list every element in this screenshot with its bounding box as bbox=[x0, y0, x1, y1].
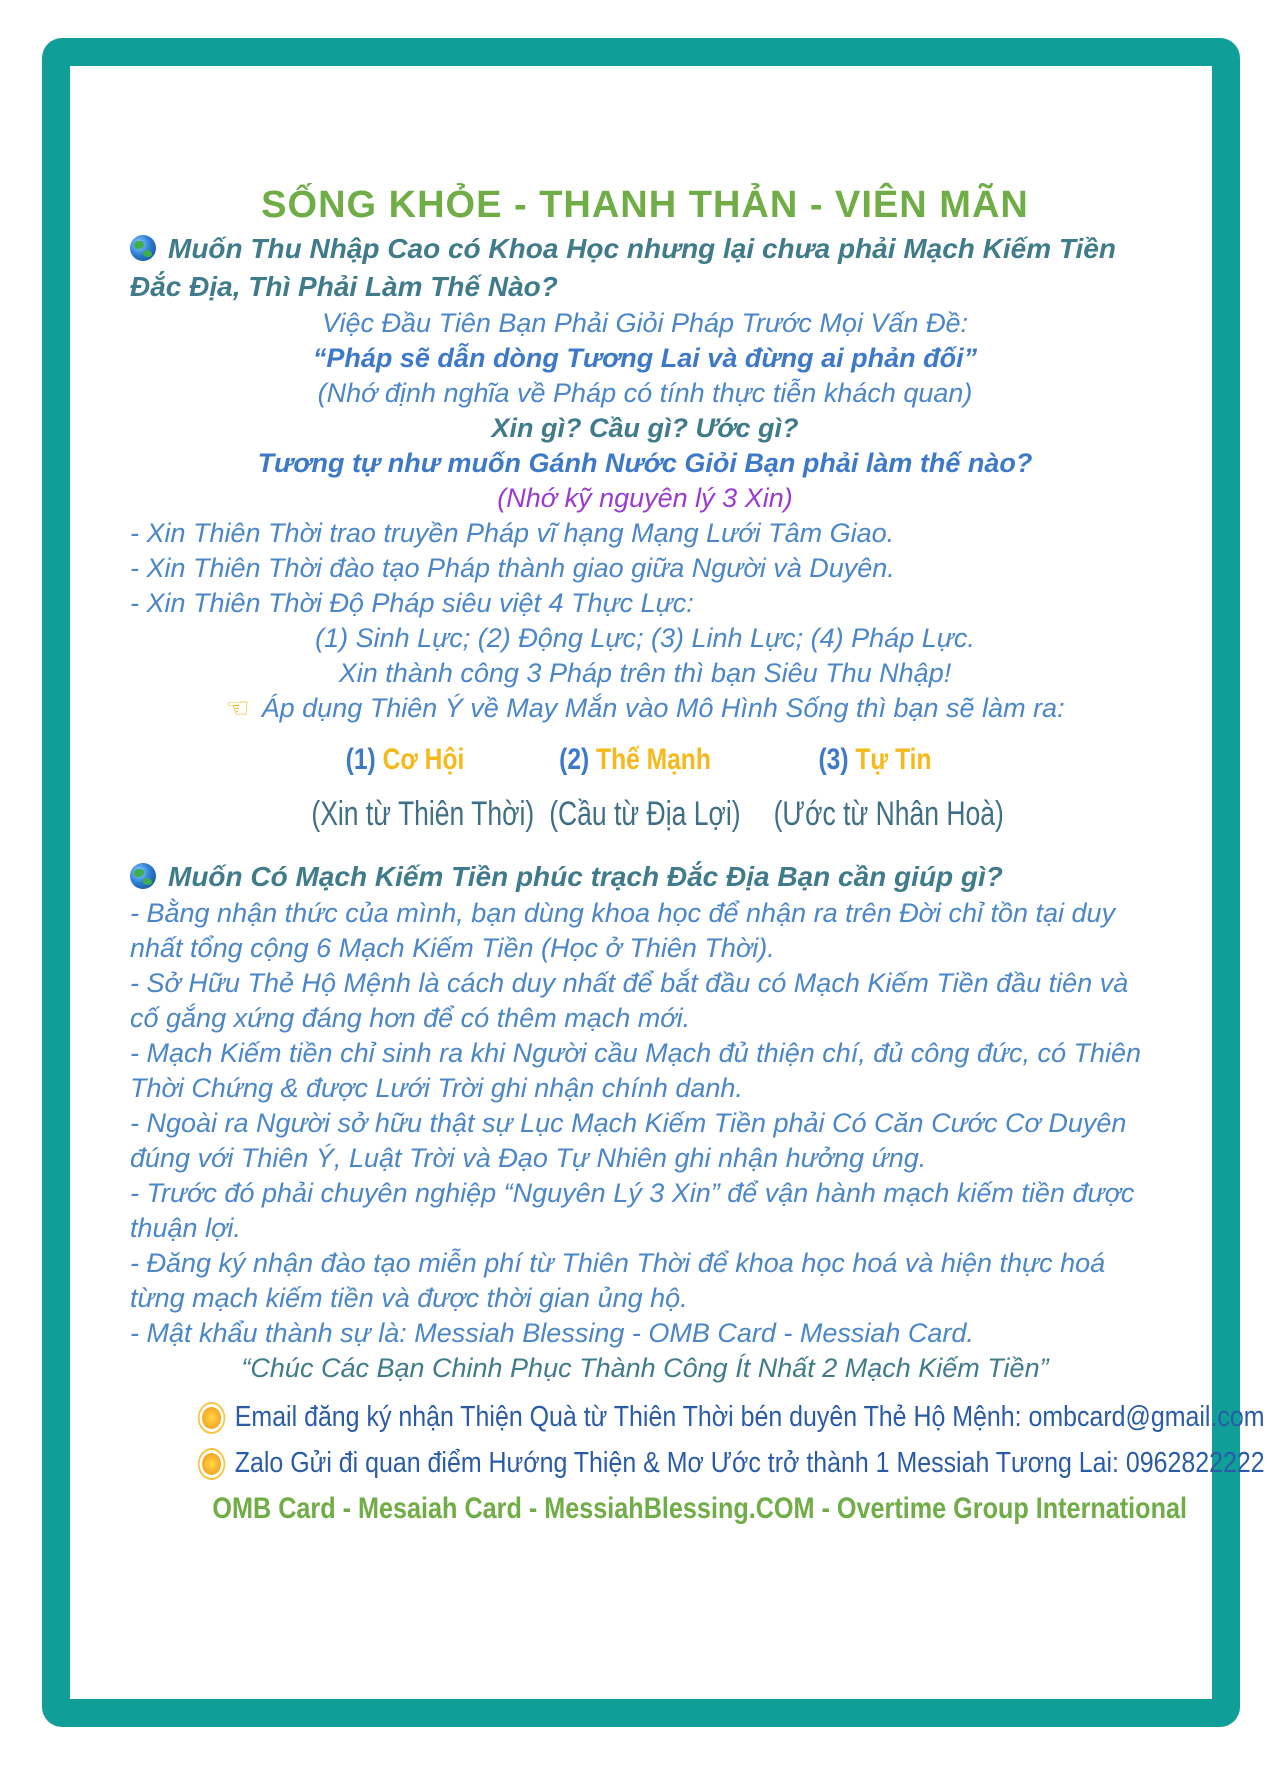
sun-icon bbox=[202, 1407, 221, 1429]
trio-num: (2) bbox=[559, 743, 590, 776]
section1-question-text: Muốn Thu Nhập Cao có Khoa Học nhưng lại chưa phải Mạch Kiếm Tiền Đắc Địa, Thì Phải Làm Thế Nào? bbox=[130, 233, 1116, 302]
footer: OMB Card - Mesaiah Card - MessiahBlessing.COM - Overtime Group International bbox=[212, 1492, 1187, 1525]
section2-item: - Đăng ký nhận đào tạo miễn phí từ Thiên Thời để khoa học hoá và hiện thực hoá từng mạch kiếm tiền và được thời gian ủng hộ. bbox=[130, 1248, 1106, 1313]
section1-apply-text: Áp dụng Thiên Ý về May Mắn vào Mô Hình Sống thì bạn sẽ làm ra: bbox=[261, 693, 1065, 723]
section2-item: - Mạch Kiếm tiền chỉ sinh ra khi Người cầu Mạch đủ thiện chí, đủ công đức, có Thiên Thời Chứng & được Lưới Trời ghi nhận chính danh. bbox=[130, 1038, 1142, 1103]
sun-icon bbox=[202, 1453, 221, 1475]
section2-item: - Bằng nhận thức của mình, bạn dùng khoa học để nhận ra trên Đời chỉ tồn tại duy nhất tổng cộng 6 Mạch Kiếm Tiền (Học ở Thiên Thời). bbox=[130, 898, 1116, 963]
trio-word: Thế Mạnh bbox=[596, 743, 711, 776]
trio-source: (Ước từ Nhân Hoà) bbox=[773, 795, 1004, 833]
page-body bbox=[70, 66, 1265, 1699]
globe-icon bbox=[130, 235, 156, 261]
trio-num: (1) bbox=[345, 743, 376, 776]
section1-remember: (Nhớ kỹ nguyên lý 3 Xin) bbox=[497, 483, 793, 513]
trio-item-1 bbox=[285, 740, 535, 836]
section1-question bbox=[130, 230, 1160, 306]
trio-source: (Xin từ Thiên Thời) bbox=[311, 795, 535, 833]
section1-item: - Xin Thiên Thời Độ Pháp siêu việt 4 Thực Lực: bbox=[130, 588, 694, 618]
section1-quote: “Pháp sẽ dẫn dòng Tương Lai và đừng ai phản đối” bbox=[312, 343, 978, 373]
section1-analogy: Tương tự như muốn Gánh Nước Giỏi Bạn phải làm thế nào? bbox=[257, 448, 1033, 478]
contact-email bbox=[202, 1394, 1265, 1440]
section2-item: - Ngoài ra Người sở hữu thật sự Lục Mạch Kiếm Tiền phải Có Căn Cước Cơ Duyên đúng với Thiên Ý, Luật Trời và Đạo Tự Nhiên ghi nhận hưởng ứng. bbox=[130, 1108, 1127, 1173]
trio-row bbox=[130, 740, 1160, 836]
trio-word: Tự Tin bbox=[855, 743, 932, 776]
section2-question-text: Muốn Có Mạch Kiếm Tiền phúc trạch Đắc Địa Bạn cần giúp gì? bbox=[168, 861, 1003, 892]
section1-ask: Xin gì? Cầu gì? Ước gì? bbox=[491, 413, 799, 443]
section1-item: - Xin Thiên Thời đào tạo Pháp thành giao giữa Người và Duyên. bbox=[130, 553, 895, 583]
contact-zalo-text: Zalo Gửi đi quan điểm Hướng Thiện & Mơ Ước trở thành 1 Messiah Tương Lai: 0962822222 bbox=[234, 1447, 1265, 1479]
contact-zalo bbox=[202, 1440, 1265, 1486]
content bbox=[130, 184, 1265, 1532]
trio-item-2 bbox=[525, 740, 745, 836]
trio-source: (Cầu từ Địa Lợi) bbox=[549, 795, 741, 833]
trio-item-3 bbox=[745, 740, 1005, 836]
trio-num: (3) bbox=[818, 743, 849, 776]
section2-item: - Mật khẩu thành sự là: Messiah Blessing - OMB Card - Messiah Card. bbox=[130, 1318, 974, 1348]
section2-item: - Trước đó phải chuyên nghiệp “Nguyên Lý 3 Xin” để vận hành mạch kiếm tiền được thuận lợi. bbox=[130, 1178, 1135, 1243]
globe-icon bbox=[130, 863, 156, 889]
section1-line1: Việc Đầu Tiên Bạn Phải Giỏi Pháp Trước Mọi Vấn Đề: bbox=[322, 308, 968, 338]
section1-note: (Nhớ định nghĩa về Pháp có tính thực tiễn khách quan) bbox=[317, 378, 973, 408]
page-title: SỐNG KHỎE - THANH THẢN - VIÊN MÃN bbox=[261, 184, 1029, 226]
section2-closing: “Chúc Các Bạn Chinh Phục Thành Công Ít Nhất 2 Mạch Kiếm Tiền” bbox=[241, 1353, 1049, 1383]
pointing-hand-icon: ☜ bbox=[225, 693, 250, 723]
contact-email-text: Email đăng ký nhận Thiện Quà từ Thiên Thời bén duyên Thẻ Hộ Mệnh: ombcard@gmail.com bbox=[234, 1401, 1265, 1433]
section2-question bbox=[130, 858, 1160, 896]
section1-apply bbox=[130, 691, 1160, 726]
trio-word: Cơ Hội bbox=[382, 743, 465, 776]
section2-item: - Sở Hữu Thẻ Hộ Mệnh là cách duy nhất để bắt đầu có Mạch Kiếm Tiền đầu tiên và cố gắng xứng đáng hơn để có thêm mạch mới. bbox=[130, 968, 1129, 1033]
section1-success: Xin thành công 3 Pháp trên thì bạn Siêu Thu Nhập! bbox=[338, 658, 952, 688]
page-border bbox=[42, 38, 1265, 1727]
section1-item: - Xin Thiên Thời trao truyền Pháp vĩ hạng Mạng Lưới Tâm Giao. bbox=[130, 518, 895, 548]
section1-forces: (1) Sinh Lực; (2) Động Lực; (3) Linh Lực; (4) Pháp Lực. bbox=[315, 623, 975, 653]
